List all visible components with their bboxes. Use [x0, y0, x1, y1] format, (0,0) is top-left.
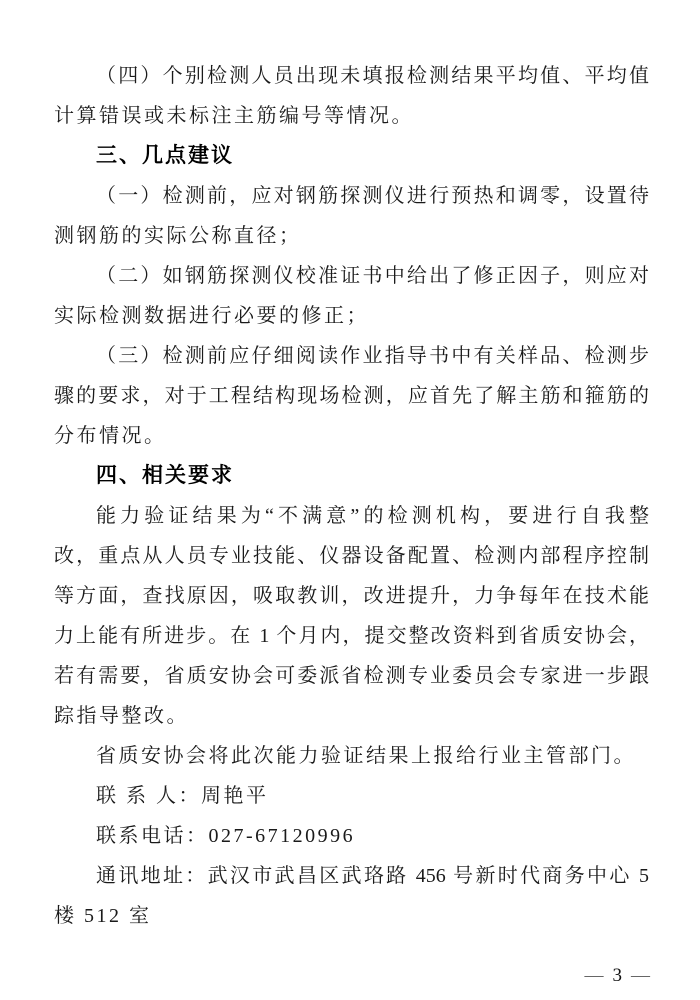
text-line: （二）如钢筋探测仪校准证书中给出了修正因子，则应对 — [96, 265, 649, 287]
text-line: （三）检测前应仔细阅读作业指导书中有关样品、检测步 — [96, 345, 649, 367]
text-line: 骤的要求，对于工程结构现场检测，应首先了解主筋和箍筋的 — [54, 385, 649, 407]
paragraph-suggestion-1 — [54, 176, 649, 256]
text-line: 联系电话：027-67120996 — [96, 825, 356, 847]
paragraph-report-to-authority — [54, 736, 649, 776]
text-line: 踪指导整改。 — [54, 705, 189, 727]
text-line: （一）检测前，应对钢筋探测仪进行预热和调零，设置待 — [96, 185, 649, 207]
text-line: 等方面，查找原因，吸取教训，改进提升，力争每年在技术能 — [54, 585, 649, 607]
section-heading-text: 四、相关要求 — [96, 464, 234, 487]
text-line: 实际检测数据进行必要的修正； — [54, 305, 369, 327]
contact-phone-line — [54, 816, 649, 856]
text-line: 力上能有所进步。在 1 个月内，提交整改资料到省质安协会， — [54, 625, 649, 647]
text-line: 计算错误或未标注主筋编号等情况。 — [54, 105, 414, 127]
text-line: 省质安协会将此次能力验证结果上报给行业主管部门。 — [96, 745, 636, 767]
page-number-dash-left: — — [584, 965, 604, 986]
heading-section-3 — [54, 136, 649, 176]
section-heading-text: 三、几点建议 — [96, 144, 234, 167]
document-content — [54, 56, 649, 936]
text-line: 楼 512 室 — [54, 905, 152, 927]
page-footer — [585, 966, 651, 985]
paragraph-requirements — [54, 496, 649, 736]
contact-address-line — [54, 856, 649, 936]
text-line: 通讯地址：武汉市武昌区武珞路 456 号新时代商务中心 5 — [96, 865, 649, 887]
text-line: 分布情况。 — [54, 425, 167, 447]
paragraph-suggestion-2 — [54, 256, 649, 336]
text-line: 联 系 人：周艳平 — [96, 785, 269, 807]
page-number-dash-right: — — [631, 965, 650, 986]
heading-section-4 — [54, 456, 649, 496]
text-line: 若有需要，省质安协会可委派省检测专业委员会专家进一步跟 — [54, 665, 649, 687]
text-line: 改，重点从人员专业技能、仪器设备配置、检测内部程序控制 — [54, 545, 649, 567]
text-line: 能力验证结果为“不满意”的检测机构，要进行自我整 — [96, 505, 649, 527]
paragraph-point-4 — [54, 56, 649, 136]
text-line: 测钢筋的实际公称直径； — [54, 225, 302, 247]
paragraph-suggestion-3 — [54, 336, 649, 456]
page-number: 3 — [612, 965, 622, 986]
text-line: （四）个别检测人员出现未填报检测结果平均值、平均值 — [96, 65, 649, 87]
contact-person-line — [54, 776, 649, 816]
